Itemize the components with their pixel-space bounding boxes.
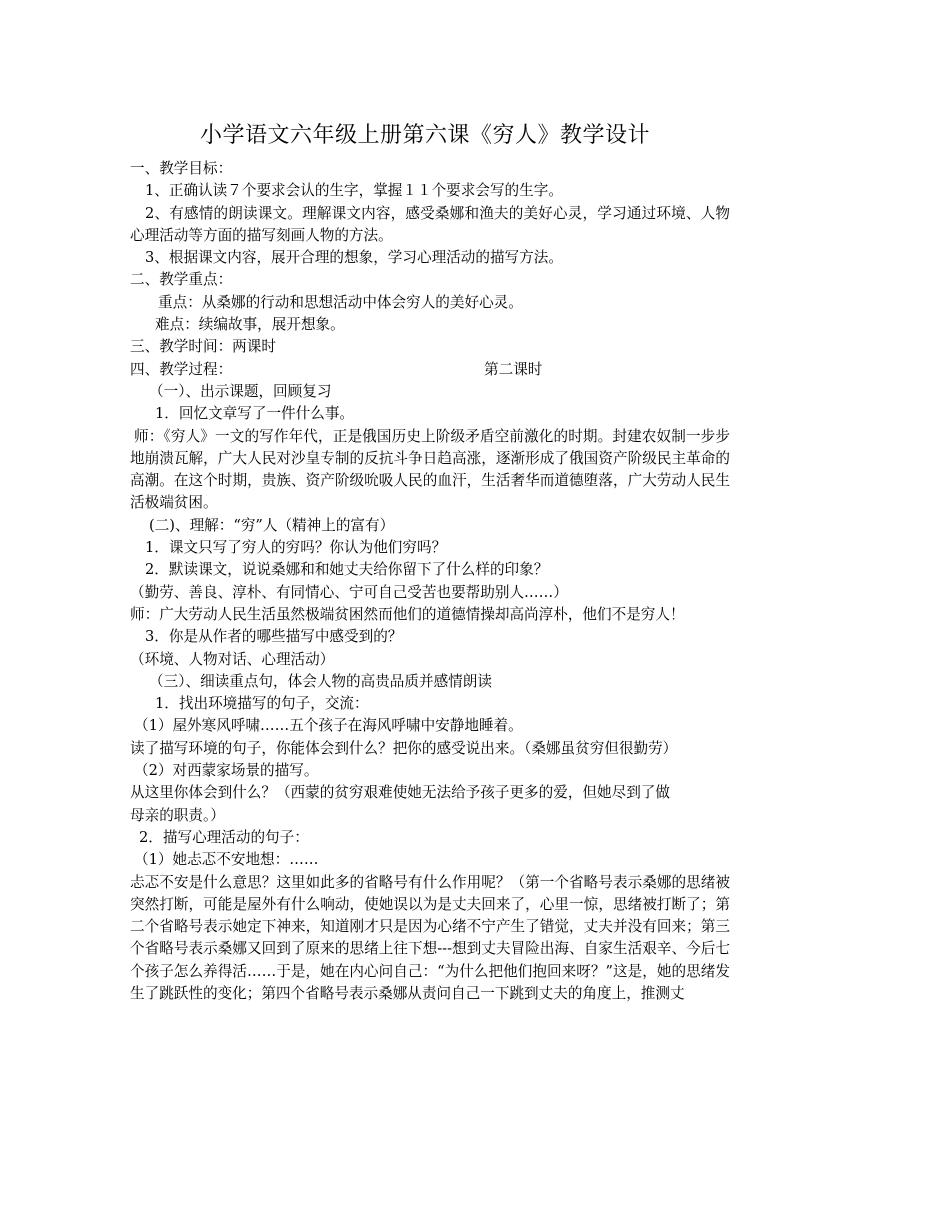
psychology-sentence-1: （1）她忐忑不安地想：…… bbox=[134, 851, 319, 869]
simon-reflection-end: 母亲的职责。） bbox=[130, 806, 225, 824]
goal-item-1: 1、正确认读７个要求会认的生字，掌握１１个要求会写的生字。 bbox=[145, 182, 563, 200]
step-2-question-2: 2．默读课文，说说桑娜和和她丈夫给你留下了什么样的印象？ bbox=[145, 561, 549, 579]
step-3-task-2: 2．描写心理活动的句子： bbox=[139, 828, 309, 846]
step-2-question-1: 1．课文只写了穷人的穷吗？你认为他们穷吗？ bbox=[145, 539, 447, 557]
simon-reflection: 从这里你体会到什么？（西蒙的贫穷艰难使她无法给予孩子更多的爱，但她尽到了做 bbox=[130, 784, 670, 802]
step-2-heading: (二)、理解：“穷”人（精神上的富有） bbox=[149, 516, 395, 534]
environment-sentence-1: （1）屋外寒风呼啸……五个孩子在海风呼啸中安静地睡着。 bbox=[134, 717, 523, 735]
process-label: 四、教学过程： bbox=[130, 360, 233, 378]
document-body bbox=[130, 158, 730, 1005]
step-3-heading: （三）、细读重点句，体会人物的高贵品质并感情朗读 bbox=[149, 672, 492, 690]
section-heading-time: 三、教学时间：两课时 bbox=[130, 338, 276, 356]
teacher-paragraph-2: 师：广大劳动人民生活虽然极端贫困然而他们的道德情操却高尚淳朴，他们不是穷人！ bbox=[130, 605, 685, 623]
environment-reflection: 读了描写环境的句子，你能体会到什么？把你的感受说出来。（桑娜虽贫穷但很勤劳） bbox=[130, 739, 678, 757]
step-1-heading: （一）、出示课题，回顾复习 bbox=[149, 382, 332, 400]
lesson-label: 第二课时 bbox=[484, 360, 543, 378]
step-2-answer-2: （勤劳、善良、淳朴、有同情心、宁可自己受苦也要帮助别人……） bbox=[130, 583, 568, 601]
focus-difficulty: 难点：续编故事，展开想象。 bbox=[155, 316, 345, 334]
section-heading-process bbox=[130, 359, 730, 381]
document-title: 小学语文六年级上册第六课《穷人》教学设计 bbox=[200, 123, 651, 148]
goal-item-2-text: 2、有感情的朗读课文。理解课文内容，感受桑娜和渔夫的美好心灵，学习通过环境、人物心理活动等方面的描写刻画人物的方法。 bbox=[130, 204, 730, 244]
teacher-paragraph-1: 师：《穷人》一文的写作年代，正是俄国历史上阶级矛盾空前激化的时期。封建农奴制一步步地崩溃瓦解，广大人民对沙皇专制的反抗斗争日趋高涨，逐渐形成了俄国资产阶级民主革命的高潮。在这个时期，贵族、资产阶级吮吸人民的血汗，生活奢华而道德堕落，广大劳动人民生活极端贫困。 bbox=[130, 427, 730, 512]
step-3-task-1: 1．找出环境描写的句子，交流： bbox=[155, 695, 369, 713]
goal-item-3: 3、根据课文内容，展开合理的想象，学习心理活动的描写方法。 bbox=[145, 249, 563, 267]
ellipsis-analysis: 忐忑不安是什么意思？这里如此多的省略号有什么作用呢？（第一个省略号表示桑娜的思绪被突然打断，可能是屋外有什么响动，使她误以为是丈夫回来了，心里一惊，思绪被打断了；第二个省略号表示她定下神来，知道刚才只是因为心绪不宁产生了错觉，丈夫并没有回来；第三个省略号表示桑娜又回到了原来的思绪上往下想---想到丈夫冒险出海、自家生活艰辛、今后七个孩子怎么养得活……于是，她在内心问自己：“为什么把他们抱回来呀？”这是，她的思绪发生了跳跃性的变化；第四个省略号表示桑娜从责问自己一下跳到丈夫的角度上，推测丈 bbox=[130, 873, 730, 1002]
focus-key-point: 重点：从桑娜的行动和思想活动中体会穷人的美好心灵。 bbox=[158, 293, 523, 311]
step-2-answer-3: （环境、人物对话、心理活动） bbox=[130, 650, 335, 668]
section-heading-goals: 一、教学目标： bbox=[130, 160, 233, 177]
goal-item-2 bbox=[130, 203, 730, 248]
step-2-question-3: 3．你是从作者的哪些描写中感受到的？ bbox=[145, 628, 403, 646]
environment-sentence-2: （2）对西蒙家场景的描写。 bbox=[134, 762, 319, 780]
step-1-question: 1．回忆文章写了一件什么事。 bbox=[155, 405, 355, 423]
section-heading-focus: 二、教学重点： bbox=[130, 271, 233, 289]
